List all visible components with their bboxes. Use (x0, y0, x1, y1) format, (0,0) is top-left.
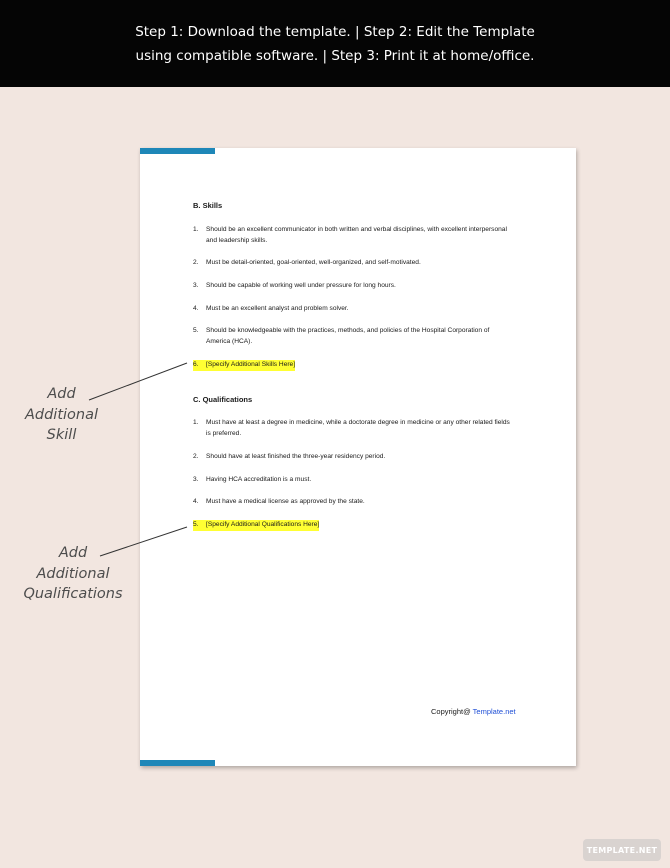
skills-item (193, 258, 513, 269)
banner-line-2: using compatible software. | Step 3: Print it at home/office. (135, 47, 535, 64)
item-number: 4. (193, 305, 199, 312)
annotation-line: Additional (24, 406, 99, 423)
banner-line-1: Step 1: Download the template. | Step 2: Edit the Template (135, 23, 535, 40)
qualifications-heading: C. Qualifications (193, 395, 253, 404)
item-text: Should be knowledgeable with the practices, methods, and policies of the Hospital Corporation of America (HCA). (206, 327, 490, 345)
item-number: 5. (193, 520, 206, 531)
item-text[interactable]: [Specify Additional Qualifications Here] (206, 520, 319, 531)
item-text: Must have at least a degree in medicine, while a doctorate degree in medicine or any other related fields is preferred. (206, 419, 510, 437)
item-number: 3. (193, 282, 199, 289)
item-number: 6. (193, 360, 206, 371)
copyright-notice (431, 707, 516, 716)
item-text: Having HCA accreditation is a must. (206, 476, 312, 483)
qualifications-item (193, 475, 513, 486)
annotation-add-skill (14, 384, 109, 446)
item-text: Should be capable of working well under pressure for long hours. (206, 282, 396, 289)
skills-item (193, 225, 513, 246)
item-number: 4. (193, 498, 199, 505)
qualifications-item (193, 418, 513, 439)
annotation-line: Add (58, 545, 88, 561)
annotation-line: Add (47, 386, 76, 402)
item-number: 1. (193, 226, 199, 233)
item-text: Should be an excellent communicator in both written and verbal disciplines, with excellent interpersonal and leadership skills. (206, 226, 507, 244)
copyright-link[interactable]: Template.net (472, 707, 516, 716)
qualifications-placeholder-item[interactable] (193, 520, 319, 531)
qualifications-item (193, 452, 513, 463)
item-number: 3. (193, 476, 199, 483)
item-text: Should have at least finished the three-year residency period. (206, 453, 386, 460)
annotation-line: Additional (36, 565, 110, 582)
item-text: Must be an excellent analyst and problem solver. (206, 305, 349, 312)
item-number: 5. (193, 327, 199, 334)
item-number: 2. (193, 259, 199, 266)
annotation-add-qualifications (14, 543, 132, 605)
qualifications-item (193, 497, 513, 508)
item-number: 2. (193, 453, 199, 460)
skills-placeholder-item[interactable] (193, 360, 295, 371)
copyright-prefix: Copyright@ (431, 707, 473, 716)
top-accent-bar (140, 148, 215, 154)
skills-item (193, 326, 513, 347)
item-text[interactable]: [Specify Additional Skills Here] (206, 360, 295, 371)
document-page (140, 148, 576, 766)
annotation-line: Qualifications (23, 586, 123, 602)
skills-item (193, 304, 513, 315)
instructions-banner (0, 0, 670, 87)
template-net-watermark: TEMPLATE.NET (583, 839, 661, 861)
bottom-accent-bar (140, 760, 215, 766)
item-number: 1. (193, 419, 199, 426)
skills-heading: B. Skills (193, 201, 223, 210)
skills-item (193, 281, 513, 292)
item-text: Must have a medical license as approved by the state. (206, 498, 365, 505)
annotation-line: Skill (46, 427, 77, 443)
item-text: Must be detail-oriented, goal-oriented, well-organized, and self-motivated. (206, 259, 421, 266)
